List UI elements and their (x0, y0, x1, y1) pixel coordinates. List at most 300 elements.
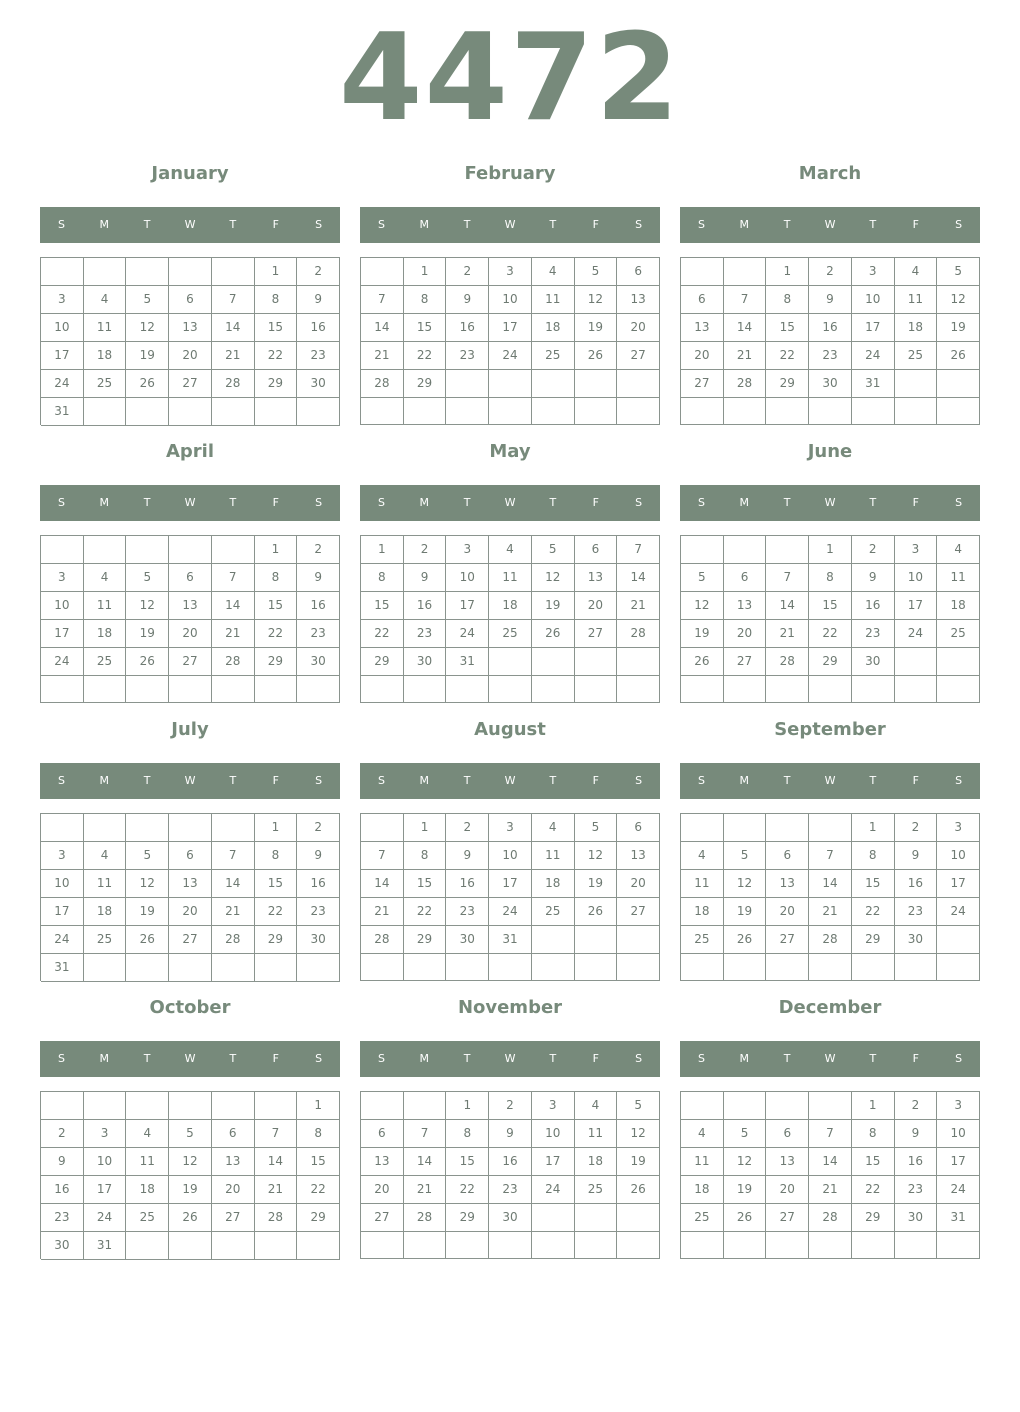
day-cell: 14 (766, 592, 809, 620)
day-cell: 25 (126, 1204, 169, 1232)
day-cell: 15 (255, 314, 298, 342)
day-cell: 3 (489, 814, 532, 842)
day-cell: 31 (852, 370, 895, 398)
day-grid (360, 535, 660, 703)
weekday-label: F (912, 496, 919, 509)
day-cell (617, 1204, 660, 1232)
day-cell: 20 (766, 1176, 809, 1204)
weekday-header (360, 207, 660, 243)
day-cell: 13 (169, 592, 212, 620)
day-cell (489, 648, 532, 676)
day-grid (680, 257, 980, 425)
day-cell: 29 (809, 648, 852, 676)
day-cell (766, 1092, 809, 1120)
day-cell (532, 370, 575, 398)
day-cell: 19 (169, 1176, 212, 1204)
day-cell: 28 (724, 370, 767, 398)
day-cell: 16 (297, 592, 340, 620)
weekday-label: S (635, 774, 643, 787)
day-cell: 18 (532, 314, 575, 342)
day-cell: 21 (361, 898, 404, 926)
month-name: October (149, 997, 231, 1018)
day-cell: 30 (41, 1232, 84, 1260)
day-cell: 27 (724, 648, 767, 676)
day-cell: 22 (809, 620, 852, 648)
day-grid (40, 257, 340, 425)
day-cell (404, 1092, 447, 1120)
day-cell: 28 (212, 648, 255, 676)
day-cell (255, 398, 298, 426)
day-cell: 9 (404, 564, 447, 592)
day-cell: 3 (852, 258, 895, 286)
day-cell: 1 (446, 1092, 489, 1120)
day-cell: 30 (895, 926, 938, 954)
day-cell: 10 (532, 1120, 575, 1148)
day-cell: 4 (84, 842, 127, 870)
day-cell: 17 (41, 620, 84, 648)
day-cell: 18 (532, 870, 575, 898)
day-cell: 12 (937, 286, 980, 314)
day-cell: 13 (361, 1148, 404, 1176)
day-cell: 12 (169, 1148, 212, 1176)
day-cell: 3 (41, 286, 84, 314)
day-cell (446, 398, 489, 425)
day-cell: 6 (575, 536, 618, 564)
day-cell: 22 (255, 898, 298, 926)
day-cell: 26 (724, 926, 767, 954)
day-cell: 12 (575, 842, 618, 870)
month-name: August (474, 719, 546, 740)
day-cell: 11 (937, 564, 980, 592)
weekday-label: S (697, 218, 705, 231)
day-cell (532, 676, 575, 703)
day-cell: 14 (809, 870, 852, 898)
weekday-header (40, 485, 340, 521)
day-cell: 22 (404, 898, 447, 926)
day-cell (212, 398, 255, 426)
day-cell: 27 (575, 620, 618, 648)
day-cell: 30 (489, 1204, 532, 1232)
day-cell: 7 (255, 1120, 298, 1148)
day-cell: 28 (361, 370, 404, 398)
day-cell: 13 (575, 564, 618, 592)
day-cell (84, 1092, 127, 1120)
day-cell (361, 258, 404, 286)
weekday-label: T (143, 218, 151, 231)
day-cell (937, 676, 980, 703)
day-cell (212, 676, 255, 703)
day-cell: 17 (446, 592, 489, 620)
day-cell: 6 (212, 1120, 255, 1148)
day-cell: 22 (766, 342, 809, 370)
day-cell (617, 926, 660, 954)
weekday-label: F (912, 218, 919, 231)
day-cell: 19 (937, 314, 980, 342)
month-name: November (457, 997, 563, 1018)
day-cell: 2 (404, 536, 447, 564)
day-cell (169, 258, 212, 286)
day-cell: 27 (766, 1204, 809, 1232)
day-cell (575, 926, 618, 954)
day-cell: 24 (937, 1176, 980, 1204)
day-cell (41, 676, 84, 703)
day-cell: 18 (489, 592, 532, 620)
day-cell: 27 (169, 926, 212, 954)
day-grid (360, 257, 660, 425)
weekday-label: T (549, 1052, 557, 1065)
weekday-header (680, 485, 980, 521)
day-cell: 12 (126, 870, 169, 898)
day-cell (404, 398, 447, 425)
day-cell: 5 (126, 564, 169, 592)
day-cell: 1 (361, 536, 404, 564)
weekday-header (680, 763, 980, 799)
weekday-header (680, 207, 980, 243)
day-cell: 29 (852, 1204, 895, 1232)
day-cell (212, 1092, 255, 1120)
day-cell: 1 (852, 814, 895, 842)
day-cell: 24 (84, 1204, 127, 1232)
day-cell: 23 (809, 342, 852, 370)
day-cell: 16 (297, 870, 340, 898)
weekday-label: S (377, 218, 385, 231)
day-cell: 28 (766, 648, 809, 676)
day-cell (809, 954, 852, 981)
weekday-label: F (912, 1052, 919, 1065)
day-grid (40, 535, 340, 703)
day-cell (84, 676, 127, 703)
weekday-label: T (143, 496, 151, 509)
day-cell (84, 814, 127, 842)
weekday-label: M (419, 1052, 430, 1065)
day-cell: 14 (809, 1148, 852, 1176)
day-cell: 18 (84, 620, 127, 648)
day-cell (724, 398, 767, 425)
day-cell: 18 (84, 898, 127, 926)
day-cell (404, 954, 447, 981)
day-cell (126, 676, 169, 703)
day-cell: 4 (937, 536, 980, 564)
weekday-label: T (463, 774, 471, 787)
day-cell: 31 (84, 1232, 127, 1260)
day-cell: 3 (489, 258, 532, 286)
weekday-label: T (869, 1052, 877, 1065)
day-cell (255, 676, 298, 703)
day-cell (212, 814, 255, 842)
day-cell: 12 (617, 1120, 660, 1148)
weekday-label: W (824, 218, 836, 231)
day-cell: 29 (766, 370, 809, 398)
day-cell: 18 (937, 592, 980, 620)
day-cell: 13 (724, 592, 767, 620)
day-cell (895, 398, 938, 425)
weekday-label: W (184, 1052, 196, 1065)
day-cell: 4 (84, 286, 127, 314)
day-cell: 7 (404, 1120, 447, 1148)
day-cell: 8 (766, 286, 809, 314)
weekday-label: S (315, 496, 323, 509)
day-cell: 21 (809, 898, 852, 926)
day-cell: 1 (404, 258, 447, 286)
day-cell (766, 1232, 809, 1259)
day-cell: 2 (297, 258, 340, 286)
day-cell: 11 (126, 1148, 169, 1176)
day-cell: 9 (809, 286, 852, 314)
weekday-label: M (419, 218, 430, 231)
day-cell: 12 (126, 314, 169, 342)
day-cell: 7 (724, 286, 767, 314)
day-cell: 26 (532, 620, 575, 648)
weekday-label: T (143, 774, 151, 787)
weekday-label: M (739, 774, 750, 787)
day-cell: 4 (532, 258, 575, 286)
day-cell: 31 (41, 954, 84, 982)
day-cell: 9 (297, 564, 340, 592)
day-cell: 21 (255, 1176, 298, 1204)
day-cell: 2 (489, 1092, 532, 1120)
day-cell: 25 (489, 620, 532, 648)
day-cell: 23 (446, 342, 489, 370)
day-cell: 15 (404, 870, 447, 898)
day-cell: 7 (617, 536, 660, 564)
day-cell (361, 1092, 404, 1120)
day-cell: 14 (617, 564, 660, 592)
day-cell: 8 (404, 286, 447, 314)
weekday-label: S (635, 1052, 643, 1065)
day-cell: 5 (937, 258, 980, 286)
day-cell: 29 (255, 648, 298, 676)
day-cell: 17 (489, 314, 532, 342)
day-cell: 15 (852, 870, 895, 898)
weekday-label: F (272, 218, 279, 231)
day-cell: 30 (895, 1204, 938, 1232)
day-cell (681, 1232, 724, 1259)
weekday-label: W (824, 774, 836, 787)
day-cell: 30 (446, 926, 489, 954)
weekday-label: M (99, 774, 110, 787)
day-cell (532, 926, 575, 954)
day-cell: 31 (489, 926, 532, 954)
day-cell: 23 (297, 342, 340, 370)
day-cell: 28 (809, 1204, 852, 1232)
day-cell: 6 (169, 286, 212, 314)
day-cell (724, 1232, 767, 1259)
weekday-label: S (635, 218, 643, 231)
day-cell: 21 (724, 342, 767, 370)
day-cell: 20 (169, 898, 212, 926)
day-cell: 10 (937, 842, 980, 870)
day-cell (126, 1232, 169, 1260)
day-cell (126, 814, 169, 842)
day-cell (169, 954, 212, 982)
month-name: February (464, 163, 556, 184)
day-cell: 21 (809, 1176, 852, 1204)
weekday-label: T (229, 1052, 237, 1065)
weekday-label: S (377, 496, 385, 509)
day-cell: 6 (169, 842, 212, 870)
day-cell: 2 (297, 814, 340, 842)
day-cell: 7 (361, 286, 404, 314)
weekday-label: F (592, 1052, 599, 1065)
day-cell: 3 (937, 814, 980, 842)
day-cell: 5 (724, 842, 767, 870)
day-cell: 8 (446, 1120, 489, 1148)
day-cell: 3 (895, 536, 938, 564)
day-cell: 17 (937, 870, 980, 898)
day-cell: 25 (532, 342, 575, 370)
day-cell: 1 (809, 536, 852, 564)
weekday-label: T (549, 218, 557, 231)
day-cell: 13 (169, 870, 212, 898)
day-cell: 17 (895, 592, 938, 620)
day-cell: 4 (681, 842, 724, 870)
day-cell: 21 (404, 1176, 447, 1204)
weekday-label: T (143, 1052, 151, 1065)
day-cell: 26 (617, 1176, 660, 1204)
weekday-label: S (697, 496, 705, 509)
day-cell (724, 536, 767, 564)
day-cell (937, 398, 980, 425)
day-cell: 29 (297, 1204, 340, 1232)
day-cell: 15 (297, 1148, 340, 1176)
day-cell (169, 536, 212, 564)
weekday-label: T (463, 496, 471, 509)
day-cell: 5 (169, 1120, 212, 1148)
day-cell: 15 (446, 1148, 489, 1176)
day-cell: 12 (724, 1148, 767, 1176)
day-cell: 11 (84, 870, 127, 898)
day-cell (895, 1232, 938, 1259)
month-name: July (171, 719, 209, 740)
weekday-label: T (869, 218, 877, 231)
day-cell (297, 954, 340, 982)
weekday-label: S (57, 496, 65, 509)
day-cell (852, 676, 895, 703)
day-cell: 7 (212, 286, 255, 314)
day-cell (766, 398, 809, 425)
weekday-label: W (504, 1052, 516, 1065)
weekday-label: F (272, 1052, 279, 1065)
day-cell: 15 (361, 592, 404, 620)
day-cell: 5 (532, 536, 575, 564)
day-cell: 29 (404, 926, 447, 954)
day-cell (361, 1232, 404, 1259)
day-cell (532, 398, 575, 425)
day-cell (255, 954, 298, 982)
day-cell: 6 (766, 842, 809, 870)
day-cell: 31 (41, 398, 84, 426)
day-cell: 21 (361, 342, 404, 370)
day-cell: 12 (126, 592, 169, 620)
day-cell: 5 (724, 1120, 767, 1148)
day-cell (84, 398, 127, 426)
day-cell (852, 398, 895, 425)
day-cell: 13 (212, 1148, 255, 1176)
day-cell: 17 (489, 870, 532, 898)
day-cell: 20 (575, 592, 618, 620)
day-cell: 25 (84, 926, 127, 954)
day-cell (617, 370, 660, 398)
day-cell: 10 (489, 286, 532, 314)
day-cell (937, 1232, 980, 1259)
day-cell (937, 926, 980, 954)
day-cell: 29 (255, 370, 298, 398)
weekday-header (360, 763, 660, 799)
weekday-label: T (869, 496, 877, 509)
day-cell: 6 (617, 814, 660, 842)
day-cell: 1 (297, 1092, 340, 1120)
day-cell: 28 (361, 926, 404, 954)
day-cell: 24 (895, 620, 938, 648)
day-cell: 29 (361, 648, 404, 676)
day-cell: 4 (489, 536, 532, 564)
weekday-label: S (57, 774, 65, 787)
day-cell: 5 (617, 1092, 660, 1120)
day-cell: 23 (895, 1176, 938, 1204)
day-cell: 25 (895, 342, 938, 370)
day-cell: 12 (575, 286, 618, 314)
day-cell: 23 (41, 1204, 84, 1232)
day-cell (297, 398, 340, 426)
weekday-label: M (739, 218, 750, 231)
weekday-label: S (697, 1052, 705, 1065)
day-cell (766, 536, 809, 564)
day-cell: 15 (255, 592, 298, 620)
day-cell: 8 (361, 564, 404, 592)
day-cell: 15 (852, 1148, 895, 1176)
weekday-label: T (463, 218, 471, 231)
day-cell: 24 (532, 1176, 575, 1204)
day-cell: 9 (446, 286, 489, 314)
day-cell: 9 (852, 564, 895, 592)
day-cell (41, 536, 84, 564)
day-cell: 13 (617, 286, 660, 314)
day-cell (681, 954, 724, 981)
weekday-label: S (955, 496, 963, 509)
day-cell: 14 (212, 870, 255, 898)
day-cell: 20 (617, 314, 660, 342)
weekday-label: M (739, 1052, 750, 1065)
day-cell (489, 676, 532, 703)
day-cell (361, 676, 404, 703)
day-cell: 16 (895, 870, 938, 898)
day-cell: 6 (681, 286, 724, 314)
day-cell: 14 (212, 592, 255, 620)
day-cell: 11 (532, 842, 575, 870)
day-grid (40, 813, 340, 981)
day-cell: 16 (809, 314, 852, 342)
day-cell (575, 1204, 618, 1232)
day-cell: 29 (852, 926, 895, 954)
day-cell: 17 (41, 342, 84, 370)
day-cell: 11 (895, 286, 938, 314)
day-cell: 1 (255, 536, 298, 564)
day-cell: 3 (41, 842, 84, 870)
day-cell: 8 (852, 842, 895, 870)
day-cell: 23 (297, 898, 340, 926)
day-cell: 18 (575, 1148, 618, 1176)
day-cell: 24 (489, 898, 532, 926)
day-cell: 25 (681, 926, 724, 954)
day-cell: 8 (255, 564, 298, 592)
day-cell: 27 (169, 648, 212, 676)
day-cell (617, 676, 660, 703)
day-cell: 27 (681, 370, 724, 398)
day-cell: 29 (404, 370, 447, 398)
day-cell (212, 258, 255, 286)
weekday-label: S (955, 1052, 963, 1065)
month-name: December (778, 997, 882, 1018)
